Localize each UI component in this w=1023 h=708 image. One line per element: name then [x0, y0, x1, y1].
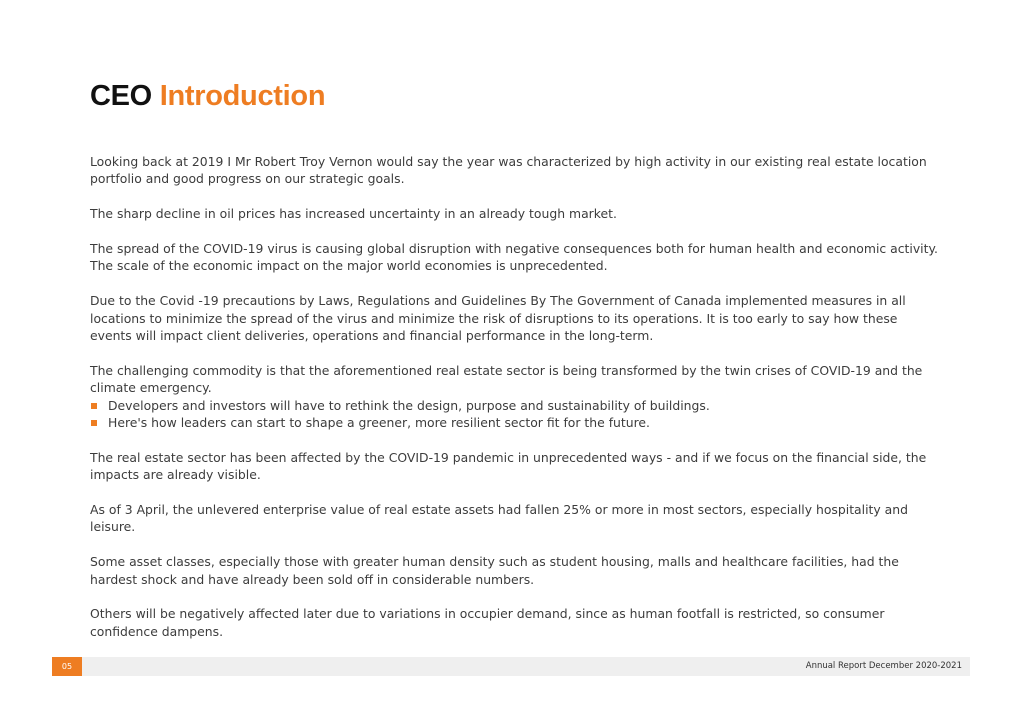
square-bullet-icon — [91, 403, 97, 409]
report-label: Annual Report December 2020-2021 — [805, 661, 962, 671]
square-bullet-icon — [91, 420, 97, 426]
paragraph: The challenging commodity is that the aforementioned real estate sector is being transformed by the twin crises of COVID-19 and the climate emergency. — [90, 362, 923, 396]
paragraph: The real estate sector has been affected by the COVID-19 pandemic in unprecedented ways - and if we focus on the financial side, the impacts are already visible. — [90, 449, 927, 483]
paragraph: The sharp decline in oil prices has increased uncertainty in an already tough market. — [90, 206, 617, 222]
page-title — [90, 78, 325, 114]
paragraph: As of 3 April, the unlevered enterprise value of real estate assets had fallen 25% or more in most sectors, especially hospitality and leisure. — [90, 502, 908, 535]
footer-bar — [52, 657, 970, 676]
page-title-ceo: CEO — [90, 80, 152, 112]
paragraph: Some asset classes, especially those with greater human density such as student housing, malls and healthcare facilities, had the hardest shock and have already been sold off in considerable numbers. — [90, 554, 899, 587]
bullet-list — [90, 397, 940, 432]
paragraph: The spread of the COVID-19 virus is causing global disruption with negative consequences both for human health and economic activity. The scale of the economic impact on the major world economies is unprecedented. — [90, 241, 938, 274]
list-item — [90, 414, 940, 431]
page-number: 05 — [52, 657, 82, 676]
list-item-text: Developers and investors will have to rethink the design, purpose and sustainability of buildings. — [108, 397, 710, 413]
list-item-text: Here's how leaders can start to shape a greener, more resilient sector fit for the future. — [108, 415, 650, 431]
body-text — [90, 153, 940, 658]
list-item — [90, 397, 940, 414]
paragraph: Others will be negatively affected later due to variations in occupier demand, since as human footfall is restricted, so consumer confidence dampens. — [90, 606, 885, 639]
paragraph: Due to the Covid -19 precautions by Laws, Regulations and Guidelines By The Government of Canada implemented measures in all locations to minimize the spread of the virus and minimize the risk of disruptions to its operations. It is too early to say how these events will impact client deliveries, operations and financial performance in the long-term. — [90, 293, 906, 344]
page-title-introduction: Introduction — [159, 80, 326, 112]
paragraph: Looking back at 2019 I Mr Robert Troy Vernon would say the year was characterized by high activity in our existing real estate location portfolio and good progress on our strategic goals. — [90, 154, 927, 187]
